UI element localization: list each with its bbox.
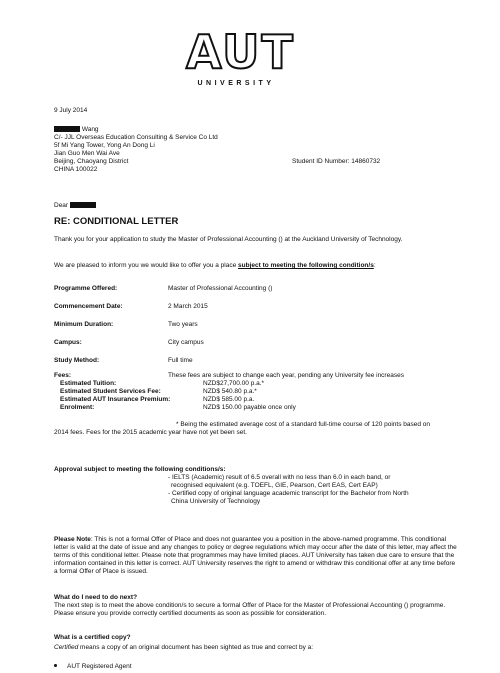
intro-paragraph: Thank you for your application to study the Master of Professional Accounting () at the Auckland University of Technology. — [54, 236, 403, 243]
aut-logo — [186, 25, 295, 97]
fee-label-enrolment: Enrolment: — [60, 404, 95, 411]
detail-label-study-method: Study Method: — [54, 357, 100, 364]
letter-subject: RE: CONDITIONAL LETTER — [54, 216, 179, 227]
please-note-paragraph — [54, 536, 458, 576]
redaction-bar — [70, 202, 96, 208]
detail-label-duration: Minimum Duration: — [54, 321, 114, 328]
address-line-5: CHINA 100022 — [54, 166, 98, 173]
fee-label-tuition: Estimated Tuition: — [60, 380, 117, 387]
salutation-text: Dear — [54, 202, 69, 209]
next-steps-paragraph: The next step is to meet the above condition/s to secure a formal Offer of Place for the Master of Professional Accounting () programme. Please ensure you provide correctly certified documents as soon as possible for consideration. — [54, 602, 446, 617]
letter-date: 9 July 2014 — [54, 107, 88, 114]
condition-2-line-2: China University of Technology — [171, 498, 261, 505]
fee-label-services: Estimated Student Services Fee: — [60, 388, 161, 395]
certified-emphasis: Certified — [54, 644, 79, 651]
student-id: Student ID Number: 14860732 — [292, 158, 381, 165]
salutation — [54, 202, 96, 210]
detail-value-duration: Two years — [168, 321, 198, 328]
next-steps-heading: What do I need to do next? — [54, 594, 138, 601]
logo-wordmark: UNIVERSITY — [197, 80, 275, 87]
fees-note: These fees are subject to change each year, pending any University fee increases — [168, 372, 404, 379]
bullet-icon — [54, 664, 57, 667]
fee-value-services: NZD$ 540.80 p.a.* — [203, 388, 257, 395]
condition-1-line-2: recognised equivalent (e.g. TOEFL, GIE, Pearson, Cert EAS, Cert EAP) — [171, 482, 378, 489]
fees-footnote-line-2: 2014 fees. Fees for the 2015 academic year have not yet been set. — [54, 429, 247, 436]
recipient-surname: Wang — [81, 126, 99, 133]
detail-label-campus: Campus: — [54, 339, 82, 346]
fee-label-insurance: Estimated AUT Insurance Premium: — [60, 396, 171, 403]
fee-value-insurance: NZD$ 585.00 p.a. — [203, 396, 255, 403]
condition-2-line-1: - Certified copy of original language academic transcript for the Bachelor from North — [168, 490, 409, 497]
fees-footnote-line-1: * Being the estimated average cost of a standard full-time course of 120 points based on — [176, 421, 431, 428]
detail-value-study-method: Full time — [168, 357, 193, 364]
condition-1-line-1: - IELTS (Academic) result of 6.5 overall with no less than 6.0 in each band, or — [168, 474, 391, 481]
please-note-text: : This is not a formal Offer of Place and does not guarantee you a position in the above-named programme. This conditional letter is valid at the date of issue and any changes to policy or degree regulations which may occur after the date of this letter, may affect the terms of this conditional letter. Please note that programmes may have limited places. AUT University has taken due care to ensure that the information contained in this letter is correct. AUT University reserves the right to amend or withdraw this conditional offer at any time before a formal Offer of Place is issued. — [54, 536, 457, 575]
address-line-4: Beijing, Chaoyang District — [54, 158, 129, 165]
offer-colon: : — [373, 262, 376, 269]
fee-value-tuition: NZD$27,700.00 p.a.* — [203, 380, 265, 387]
address-line-2: 5f Mi Yang Tower, Yong An Dong Li — [54, 142, 155, 149]
bullet-text: AUT Registered Agent — [67, 663, 132, 670]
logo-mark: AUT — [186, 25, 295, 79]
redaction-bar — [54, 126, 80, 132]
offer-paragraph — [54, 262, 376, 270]
approval-heading: Approval subject to meeting the following conditions/s: — [54, 466, 226, 473]
address-line-3: Jian Guo Men Wai Ave — [54, 150, 120, 157]
certified-text: means a copy of an original document has been sighted as true and correct by a: — [78, 644, 314, 651]
please-note-label: Please Note — [54, 536, 91, 543]
certified-paragraph — [54, 644, 313, 652]
offer-text: We are pleased to inform you we would like to offer you a place — [54, 262, 239, 269]
certified-bullet-1 — [54, 663, 132, 671]
detail-value-campus: City campus — [168, 339, 204, 346]
fee-value-enrolment: NZD$ 150.00 payable once only — [203, 404, 296, 411]
certified-heading: What is a certified copy? — [54, 634, 131, 641]
recipient-name — [54, 126, 99, 134]
address-line-1: C/- JJL Overseas Education Consulting & Service Co Ltd — [54, 134, 218, 141]
fees-label: Fees: — [54, 372, 71, 379]
offer-emphasis: subject to meeting the following condition/s — [238, 262, 374, 269]
detail-value-commencement: 2 March 2015 — [168, 303, 208, 310]
detail-label-commencement: Commencement Date: — [54, 303, 123, 310]
detail-value-programme: Master of Professional Accounting () — [168, 285, 273, 292]
detail-label-programme: Programme Offered: — [54, 285, 118, 292]
